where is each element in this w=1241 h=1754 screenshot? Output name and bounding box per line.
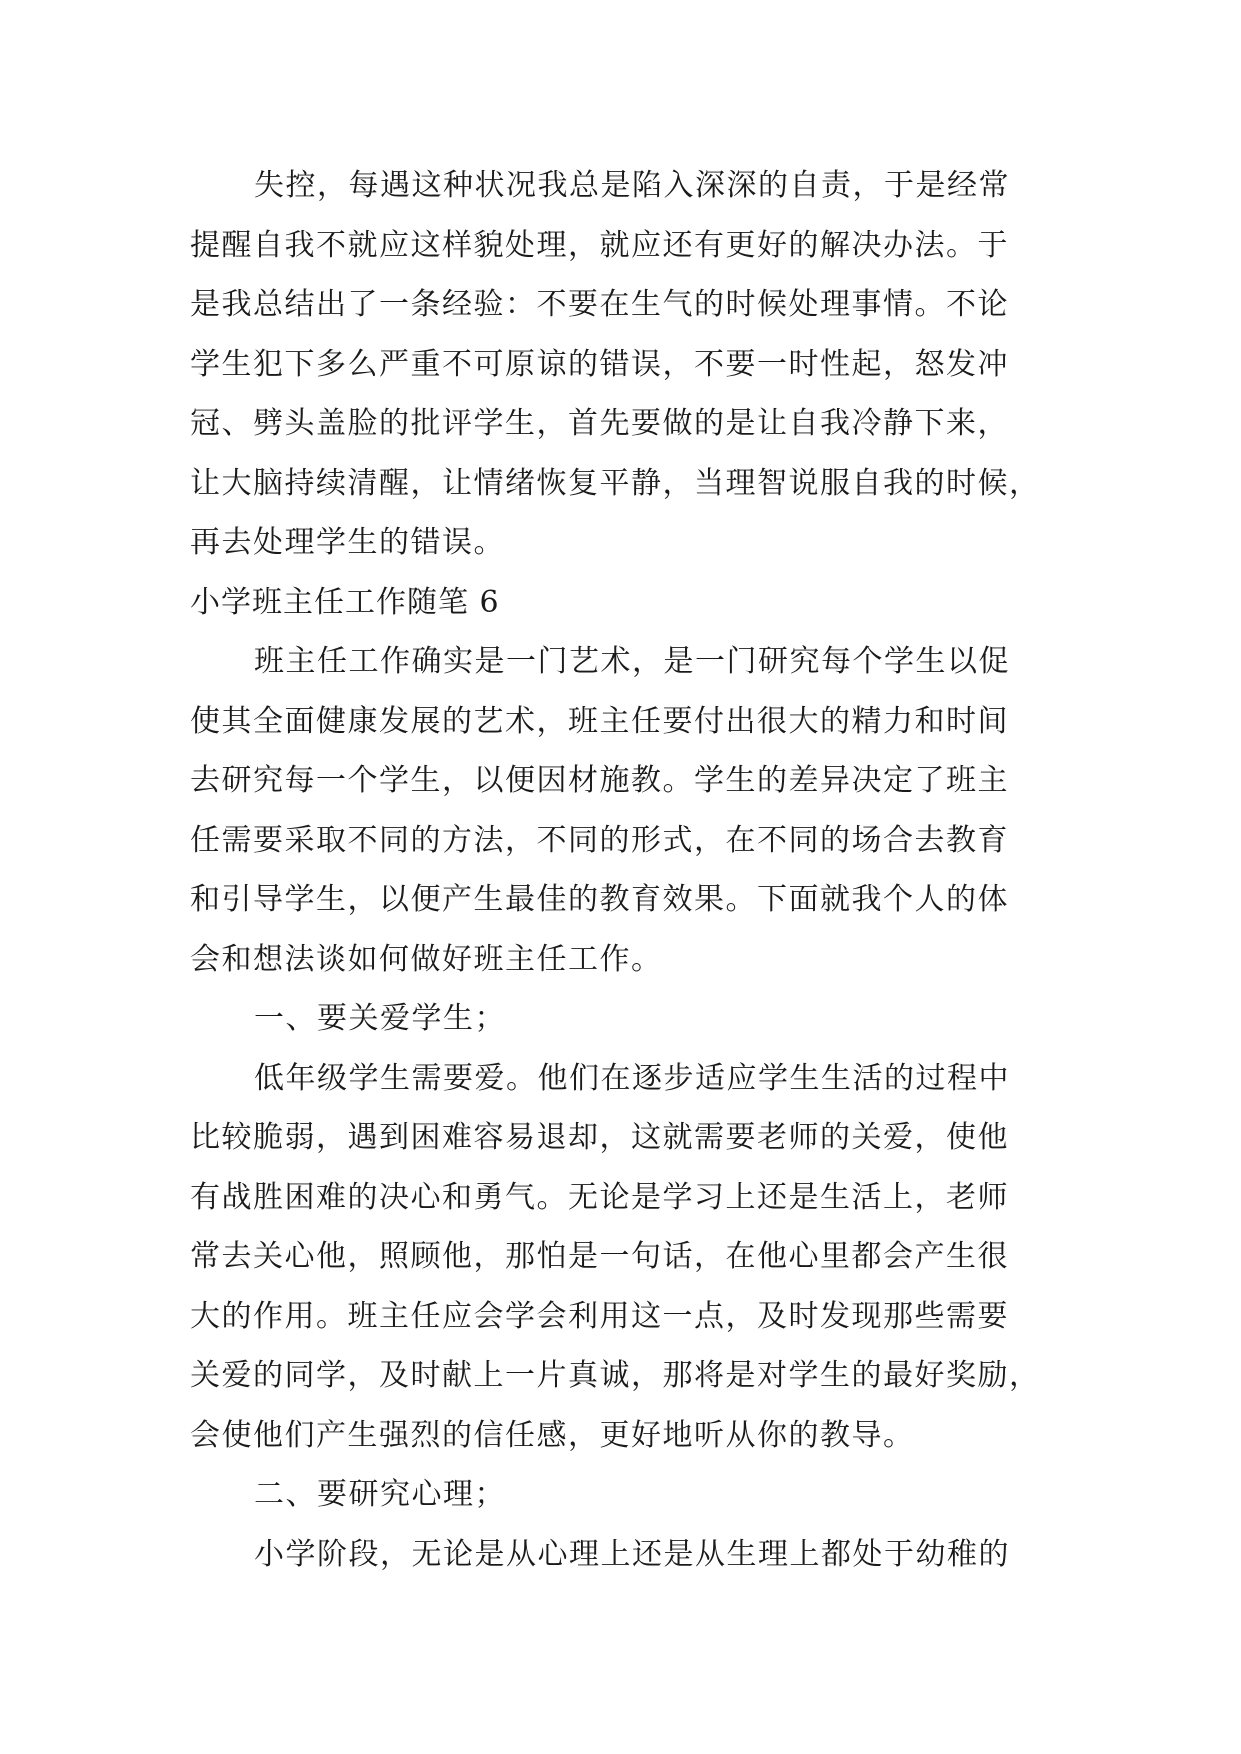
paragraph-line: 大的作用。班主任应会学会利用这一点，及时发现那些需要 [190,1298,1009,1334]
section-heading: 小学班主任工作随笔 6 [190,584,500,620]
subheading-line: 一、要关爱学生； [254,1001,506,1036]
paragraph-line: 关爱的同学，及时献上一片真诚，那将是对学生的最好奖励， [190,1358,1041,1393]
document-body [190,156,1060,1584]
paragraph-line: 学生犯下多么严重不可原谅的错误，不要一时性起，怒发冲 [190,346,1009,382]
paragraph-line: 任需要采取不同的方法，不同的形式，在不同的场合去教育 [190,822,1009,858]
paragraph-line: 比较脆弱，遇到困难容易退却，这就需要老师的关爱，使他 [190,1120,1009,1155]
paragraph-line: 使其全面健康发展的艺术，班主任要付出很大的精力和时间 [190,703,1009,739]
paragraph-line: 会和想法谈如何做好班主任工作。 [190,941,663,977]
paragraph-line: 冠、劈头盖脸的批评学生，首先要做的是让自我冷静下来， [190,406,1009,441]
paragraph-line: 失控，每遇这种状况我总是陷入深深的自责，于是经常 [254,168,1010,203]
paragraph-line: 去研究每一个学生，以便因材施教。学生的差异决定了班主 [190,763,1009,798]
paragraph-line: 常去关心他，照顾他，那怕是一句话，在他心里都会产生很 [190,1239,1009,1274]
paragraph-line: 班主任工作确实是一门艺术，是一门研究每个学生以促 [254,644,1010,679]
paragraph-line: 让大脑持续清醒，让情绪恢复平静，当理智说服自我的时候， [190,465,1041,501]
paragraph-line: 是我总结出了一条经验：不要在生气的时候处理事情。不论 [190,287,1009,322]
paragraph-line: 小学阶段，无论是从心理上还是从生理上都处于幼稚的 [254,1536,1010,1572]
paragraph-line: 有战胜困难的决心和勇气。无论是学习上还是生活上，老师 [190,1179,1009,1215]
paragraph-line: 提醒自我不就应这样貌处理，就应还有更好的解决办法。于 [190,227,1009,263]
paragraph-line: 再去处理学生的错误。 [190,525,505,560]
paragraph-line: 和引导学生，以便产生最佳的教育效果。下面就我个人的体 [190,882,1009,917]
subheading-line: 二、要研究心理； [254,1477,506,1512]
paragraph-line: 会使他们产生强烈的信任感，更好地听从你的教导。 [190,1417,915,1453]
paragraph-line: 低年级学生需要爱。他们在逐步适应学生生活的过程中 [254,1060,1010,1096]
